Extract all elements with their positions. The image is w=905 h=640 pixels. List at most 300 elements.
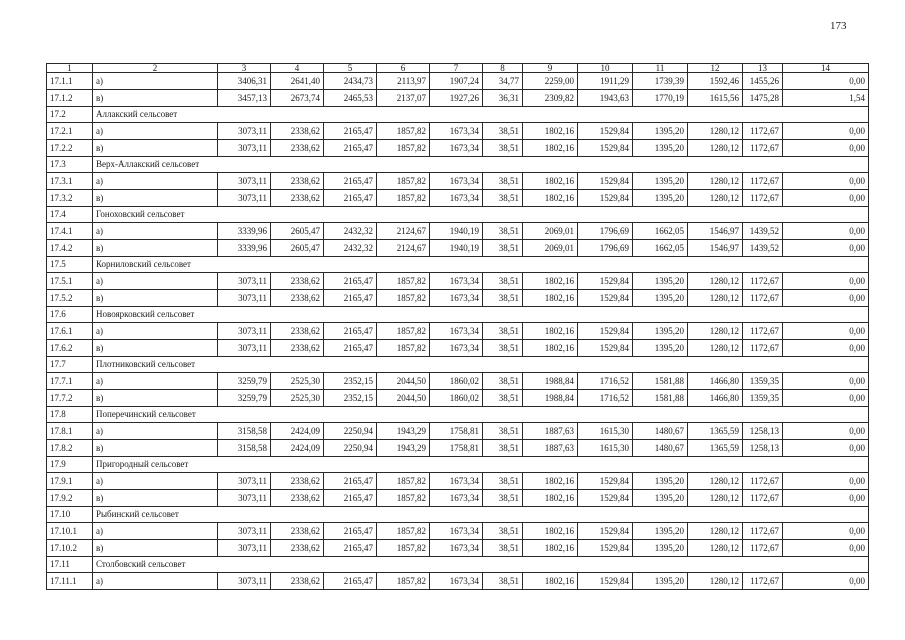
table-cell: 2259,00: [523, 73, 578, 90]
table-cell: 1802,16: [523, 490, 578, 507]
table-cell: 1673,34: [430, 540, 483, 557]
table-cell: 0,00: [783, 190, 869, 207]
table-cell: 0,00: [783, 340, 869, 357]
table-cell: 1395,20: [633, 190, 688, 207]
table-cell: 3073,11: [218, 473, 271, 490]
table-cell: 1615,30: [578, 440, 633, 457]
table-cell: 2165,47: [324, 273, 377, 290]
table-cell: 1280,12: [688, 523, 743, 540]
table-cell: 1475,28: [743, 90, 783, 107]
table-cell: 1802,16: [523, 273, 578, 290]
row-label: в): [93, 190, 218, 207]
table-cell: 1887,63: [523, 423, 578, 440]
table-cell: 1172,67: [743, 173, 783, 190]
table-cell: 1673,34: [430, 140, 483, 157]
column-header: 11: [633, 64, 688, 73]
table-cell: 1280,12: [688, 540, 743, 557]
column-header: 6: [377, 64, 430, 73]
table-cell: 1466,80: [688, 373, 743, 390]
table-cell: 1857,82: [377, 140, 430, 157]
table-cell: 1529,84: [578, 573, 633, 590]
row-label: а): [93, 123, 218, 140]
table-cell: 1907,24: [430, 73, 483, 90]
table-cell: 1365,59: [688, 440, 743, 457]
table-cell: 0,00: [783, 140, 869, 157]
table-cell: 2338,62: [271, 323, 324, 340]
row-code: 17.4.1: [47, 223, 93, 240]
row-label: а): [93, 223, 218, 240]
row-code: 17.2.1: [47, 123, 93, 140]
table-cell: 2352,15: [324, 373, 377, 390]
table-cell: 1857,82: [377, 173, 430, 190]
table-cell: 1716,52: [578, 373, 633, 390]
table-cell: 2338,62: [271, 573, 324, 590]
table-cell: 1592,46: [688, 73, 743, 90]
row-code: 17.1.2: [47, 90, 93, 107]
table-cell: 0,00: [783, 273, 869, 290]
row-label: а): [93, 73, 218, 90]
table-cell: 1280,12: [688, 140, 743, 157]
row-code: 17.6.2: [47, 340, 93, 357]
table-cell: 1940,19: [430, 223, 483, 240]
section-name: Плотниковский сельсовет: [93, 357, 869, 373]
table-cell: 1802,16: [523, 173, 578, 190]
table-cell: 0,00: [783, 490, 869, 507]
table-cell: 1673,34: [430, 473, 483, 490]
table-cell: 1529,84: [578, 140, 633, 157]
table-cell: 38,51: [483, 190, 523, 207]
row-label: в): [93, 390, 218, 407]
table-cell: 1857,82: [377, 540, 430, 557]
table-cell: 0,00: [783, 123, 869, 140]
table-cell: 1857,82: [377, 340, 430, 357]
row-code: 17.2: [47, 107, 93, 123]
table-cell: 38,51: [483, 290, 523, 307]
table-cell: 1359,35: [743, 390, 783, 407]
page-number: 173: [830, 20, 847, 32]
table-cell: 2069,01: [523, 240, 578, 257]
table-cell: 2432,32: [324, 223, 377, 240]
table-cell: 1280,12: [688, 490, 743, 507]
table-cell: 1988,84: [523, 390, 578, 407]
table-cell: 2165,47: [324, 573, 377, 590]
table-cell: 1280,12: [688, 473, 743, 490]
row-label: в): [93, 290, 218, 307]
table-cell: 1802,16: [523, 573, 578, 590]
table-cell: 38,51: [483, 273, 523, 290]
table-cell: 2525,30: [271, 390, 324, 407]
tariff-table: [46, 63, 869, 590]
section-name: Рыбинский сельсовет: [93, 507, 869, 523]
table-cell: 2165,47: [324, 190, 377, 207]
table-cell: 1857,82: [377, 573, 430, 590]
table-cell: 2309,82: [523, 90, 578, 107]
column-header: 13: [743, 64, 783, 73]
column-header: 7: [430, 64, 483, 73]
table-cell: 38,51: [483, 540, 523, 557]
table-cell: 1857,82: [377, 190, 430, 207]
table-cell: 0,00: [783, 73, 869, 90]
table-cell: 1662,05: [633, 240, 688, 257]
table-row: [47, 573, 869, 590]
column-header: 5: [324, 64, 377, 73]
table-cell: 3259,79: [218, 390, 271, 407]
row-code: 17.7.1: [47, 373, 93, 390]
table-cell: 3073,11: [218, 173, 271, 190]
row-code: 17.5.1: [47, 273, 93, 290]
table-cell: 2525,30: [271, 373, 324, 390]
table-cell: 1529,84: [578, 190, 633, 207]
table-cell: 1466,80: [688, 390, 743, 407]
table-cell: 0,00: [783, 540, 869, 557]
column-header: 4: [271, 64, 324, 73]
table-row: [47, 490, 869, 507]
table-cell: 1529,84: [578, 323, 633, 340]
table-row: [47, 240, 869, 257]
table-body: [47, 73, 869, 590]
section-row: [47, 307, 869, 323]
table-cell: 38,51: [483, 523, 523, 540]
table-cell: 3073,11: [218, 490, 271, 507]
table-cell: 1802,16: [523, 540, 578, 557]
table-cell: 38,51: [483, 240, 523, 257]
section-row: [47, 157, 869, 173]
table-cell: 1758,81: [430, 423, 483, 440]
table-cell: 1529,84: [578, 490, 633, 507]
row-code: 17.2.2: [47, 140, 93, 157]
table-cell: 2113,97: [377, 73, 430, 90]
table-cell: 38,51: [483, 373, 523, 390]
row-code: 17.3: [47, 157, 93, 173]
table-cell: 3158,58: [218, 440, 271, 457]
table-cell: 2434,73: [324, 73, 377, 90]
table-cell: 2641,40: [271, 73, 324, 90]
table-cell: 1943,29: [377, 423, 430, 440]
table-cell: 3073,11: [218, 573, 271, 590]
table-cell: 1927,26: [430, 90, 483, 107]
table-cell: 1857,82: [377, 323, 430, 340]
table-cell: 1673,34: [430, 340, 483, 357]
row-code: 17.5: [47, 257, 93, 273]
table-cell: 2338,62: [271, 540, 324, 557]
row-label: а): [93, 573, 218, 590]
table-cell: 2165,47: [324, 123, 377, 140]
table-cell: 1529,84: [578, 173, 633, 190]
row-code: 17.7.2: [47, 390, 93, 407]
table-cell: 1172,67: [743, 473, 783, 490]
table-cell: 1172,67: [743, 290, 783, 307]
row-code: 17.8: [47, 407, 93, 423]
table-cell: 1802,16: [523, 340, 578, 357]
row-label: а): [93, 473, 218, 490]
table-cell: 2338,62: [271, 340, 324, 357]
section-name: Верх-Аллакский сельсовет: [93, 157, 869, 173]
table-cell: 0,00: [783, 240, 869, 257]
table-cell: 1280,12: [688, 123, 743, 140]
table-cell: 1395,20: [633, 473, 688, 490]
table-cell: 1796,69: [578, 223, 633, 240]
table-cell: 1172,67: [743, 523, 783, 540]
table-cell: 0,00: [783, 440, 869, 457]
table-cell: 1802,16: [523, 123, 578, 140]
table-cell: 2338,62: [271, 290, 324, 307]
table-cell: 2673,74: [271, 90, 324, 107]
table-cell: 0,00: [783, 373, 869, 390]
table-cell: 1739,39: [633, 73, 688, 90]
section-row: [47, 207, 869, 223]
table-cell: 2424,09: [271, 423, 324, 440]
table-cell: 1172,67: [743, 490, 783, 507]
section-name: Гоноховский сельсовет: [93, 207, 869, 223]
table-cell: 1615,56: [688, 90, 743, 107]
table-row: [47, 323, 869, 340]
table-cell: 38,51: [483, 173, 523, 190]
row-code: 17.9.1: [47, 473, 93, 490]
table-cell: 38,51: [483, 423, 523, 440]
table-cell: 1395,20: [633, 273, 688, 290]
table-cell: 1911,29: [578, 73, 633, 90]
table-cell: 1,54: [783, 90, 869, 107]
table-cell: 1673,34: [430, 290, 483, 307]
table-cell: 1988,84: [523, 373, 578, 390]
table-cell: 3158,58: [218, 423, 271, 440]
table-cell: 1395,20: [633, 323, 688, 340]
table-cell: 2352,15: [324, 390, 377, 407]
table-cell: 0,00: [783, 573, 869, 590]
row-label: а): [93, 173, 218, 190]
table-cell: 2338,62: [271, 140, 324, 157]
table-cell: 3073,11: [218, 290, 271, 307]
row-code: 17.1.1: [47, 73, 93, 90]
table-cell: 1280,12: [688, 173, 743, 190]
table-row: [47, 373, 869, 390]
table-cell: 2338,62: [271, 490, 324, 507]
table-cell: 1172,67: [743, 190, 783, 207]
section-name: Корниловский сельсовет: [93, 257, 869, 273]
table-cell: 1280,12: [688, 340, 743, 357]
table-cell: 1770,19: [633, 90, 688, 107]
table-cell: 1395,20: [633, 540, 688, 557]
table-cell: 3457,13: [218, 90, 271, 107]
row-code: 17.8.2: [47, 440, 93, 457]
row-label: в): [93, 540, 218, 557]
table-row: [47, 223, 869, 240]
row-label: а): [93, 373, 218, 390]
table-cell: 1365,59: [688, 423, 743, 440]
table-cell: 3339,96: [218, 240, 271, 257]
table-cell: 1172,67: [743, 323, 783, 340]
table-cell: 3073,11: [218, 273, 271, 290]
table-cell: 2338,62: [271, 123, 324, 140]
section-name: Пригородный сельсовет: [93, 457, 869, 473]
table-cell: 2605,47: [271, 223, 324, 240]
table-cell: 1673,34: [430, 490, 483, 507]
table-cell: 0,00: [783, 173, 869, 190]
table-cell: 2165,47: [324, 173, 377, 190]
table-cell: 1280,12: [688, 290, 743, 307]
table-cell: 1529,84: [578, 273, 633, 290]
section-row: [47, 257, 869, 273]
table-cell: 0,00: [783, 223, 869, 240]
section-row: [47, 457, 869, 473]
table-cell: 1529,84: [578, 540, 633, 557]
table-cell: 2465,53: [324, 90, 377, 107]
table-cell: 3073,11: [218, 540, 271, 557]
row-code: 17.8.1: [47, 423, 93, 440]
table-cell: 1758,81: [430, 440, 483, 457]
table-cell: 38,51: [483, 573, 523, 590]
table-cell: 1172,67: [743, 123, 783, 140]
table-cell: 1662,05: [633, 223, 688, 240]
table-cell: 2338,62: [271, 273, 324, 290]
table-cell: 3259,79: [218, 373, 271, 390]
table-row: [47, 123, 869, 140]
column-header: 9: [523, 64, 578, 73]
table-cell: 1395,20: [633, 573, 688, 590]
table-cell: 3073,11: [218, 123, 271, 140]
table-cell: 3073,11: [218, 340, 271, 357]
table-cell: 1395,20: [633, 523, 688, 540]
column-header: 8: [483, 64, 523, 73]
table-cell: 1943,63: [578, 90, 633, 107]
table-cell: 2165,47: [324, 323, 377, 340]
table-cell: 1857,82: [377, 473, 430, 490]
table-cell: 1258,13: [743, 440, 783, 457]
section-name: Столбовский сельсовет: [93, 557, 869, 573]
row-label: в): [93, 140, 218, 157]
table-cell: 1258,13: [743, 423, 783, 440]
table-cell: 1860,02: [430, 390, 483, 407]
table-cell: 1395,20: [633, 340, 688, 357]
table-cell: 1887,63: [523, 440, 578, 457]
table-cell: 1673,34: [430, 273, 483, 290]
row-code: 17.10: [47, 507, 93, 523]
section-row: [47, 107, 869, 123]
table-cell: 1546,97: [688, 240, 743, 257]
column-header: 12: [688, 64, 743, 73]
table-cell: 1395,20: [633, 123, 688, 140]
table-cell: 1802,16: [523, 323, 578, 340]
row-label: а): [93, 423, 218, 440]
row-code: 17.3.1: [47, 173, 93, 190]
table-row: [47, 173, 869, 190]
table-cell: 38,51: [483, 340, 523, 357]
table-cell: 1857,82: [377, 290, 430, 307]
row-code: 17.5.2: [47, 290, 93, 307]
section-row: [47, 407, 869, 423]
table-cell: 38,51: [483, 390, 523, 407]
table-cell: 2250,94: [324, 423, 377, 440]
table-cell: 2165,47: [324, 523, 377, 540]
row-code: 17.11.1: [47, 573, 93, 590]
column-header: 10: [578, 64, 633, 73]
row-code: 17.6.1: [47, 323, 93, 340]
table-cell: 1529,84: [578, 473, 633, 490]
table-cell: 1581,88: [633, 390, 688, 407]
row-label: в): [93, 240, 218, 257]
table-cell: 2165,47: [324, 540, 377, 557]
table-row: [47, 190, 869, 207]
table-cell: 1480,67: [633, 440, 688, 457]
table-cell: 2124,67: [377, 240, 430, 257]
table-row: [47, 90, 869, 107]
table-cell: 38,51: [483, 440, 523, 457]
row-label: а): [93, 273, 218, 290]
table-cell: 1673,34: [430, 323, 483, 340]
column-header: 14: [783, 64, 869, 73]
row-code: 17.10.1: [47, 523, 93, 540]
table-cell: 1395,20: [633, 290, 688, 307]
table-cell: 1439,52: [743, 223, 783, 240]
table-cell: 0,00: [783, 290, 869, 307]
table-cell: 2165,47: [324, 140, 377, 157]
table-row: [47, 440, 869, 457]
table-cell: 1673,34: [430, 523, 483, 540]
table-cell: 1172,67: [743, 140, 783, 157]
table-cell: 1673,34: [430, 190, 483, 207]
column-header: 1: [47, 64, 93, 73]
table-cell: 1172,67: [743, 273, 783, 290]
table-cell: 38,51: [483, 323, 523, 340]
row-label: а): [93, 323, 218, 340]
table-cell: 1673,34: [430, 123, 483, 140]
column-header: 3: [218, 64, 271, 73]
table-cell: 2165,47: [324, 340, 377, 357]
table-cell: 1280,12: [688, 273, 743, 290]
table-row: [47, 423, 869, 440]
table-cell: 1172,67: [743, 340, 783, 357]
row-code: 17.9: [47, 457, 93, 473]
row-label: в): [93, 440, 218, 457]
table-cell: 1529,84: [578, 123, 633, 140]
table-cell: 38,51: [483, 223, 523, 240]
section-name: Аллакский сельсовет: [93, 107, 869, 123]
table-cell: 38,51: [483, 123, 523, 140]
section-row: [47, 357, 869, 373]
table-cell: 38,51: [483, 473, 523, 490]
table-cell: 1455,26: [743, 73, 783, 90]
table-cell: 1857,82: [377, 123, 430, 140]
table-cell: 1802,16: [523, 473, 578, 490]
section-name: Новоярковский сельсовет: [93, 307, 869, 323]
table-row: [47, 273, 869, 290]
table-cell: 2338,62: [271, 190, 324, 207]
column-header: 2: [93, 64, 218, 73]
table-cell: 2044,50: [377, 390, 430, 407]
table-cell: 1359,35: [743, 373, 783, 390]
table-cell: 0,00: [783, 423, 869, 440]
row-code: 17.4: [47, 207, 93, 223]
table-row: [47, 523, 869, 540]
table-cell: 1172,67: [743, 573, 783, 590]
table-cell: 36,31: [483, 90, 523, 107]
table-cell: 1940,19: [430, 240, 483, 257]
table-cell: 1796,69: [578, 240, 633, 257]
row-code: 17.7: [47, 357, 93, 373]
row-code: 17.6: [47, 307, 93, 323]
table-cell: 1857,82: [377, 273, 430, 290]
table-cell: 1673,34: [430, 173, 483, 190]
table-cell: 2338,62: [271, 173, 324, 190]
row-code: 17.10.2: [47, 540, 93, 557]
table-cell: 0,00: [783, 390, 869, 407]
table-cell: 2137,07: [377, 90, 430, 107]
table-cell: 2165,47: [324, 473, 377, 490]
table-cell: 1480,67: [633, 423, 688, 440]
table-cell: 1529,84: [578, 340, 633, 357]
table-cell: 2044,50: [377, 373, 430, 390]
table-cell: 1581,88: [633, 373, 688, 390]
